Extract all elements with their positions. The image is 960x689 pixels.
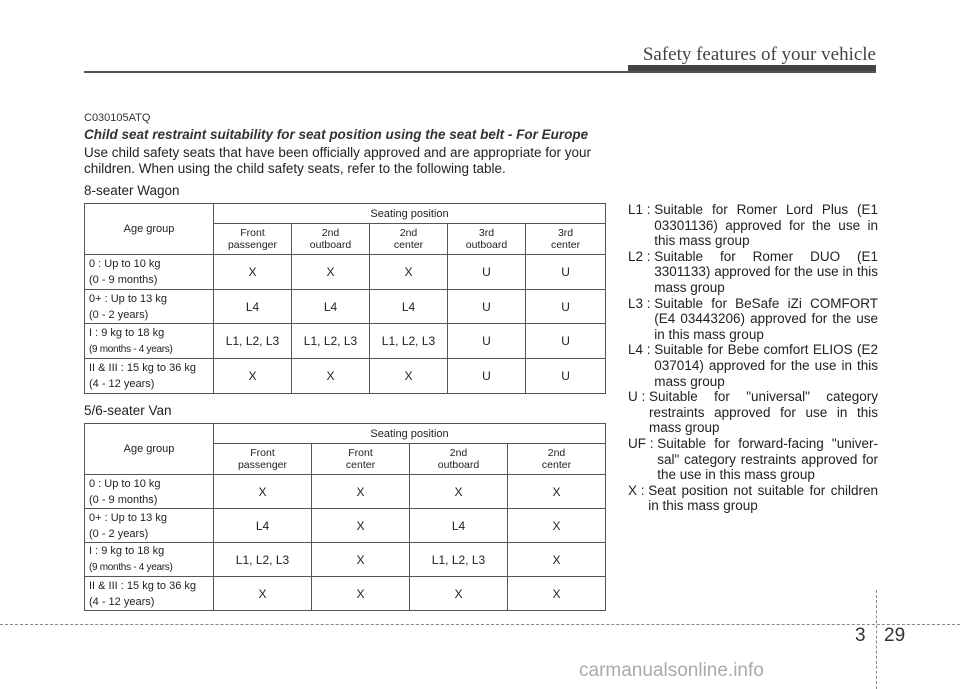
value-cell: U	[448, 324, 526, 359]
age-cell: 0 : Up to 10 kg (0 - 9 months)	[85, 475, 214, 509]
table-row	[85, 475, 606, 509]
legend-text: Suitable for "universal" category restraints approved for use in this mass group	[649, 389, 878, 436]
column-header: 3rd center	[526, 224, 606, 255]
age-cell: 0 : Up to 10 kg (0 - 9 months)	[85, 255, 214, 290]
column-header: Front passenger	[214, 444, 312, 475]
value-cell: X	[508, 509, 606, 543]
legend-item	[628, 202, 878, 249]
table-row	[85, 577, 606, 611]
watermark: carmanualsonline.info	[579, 660, 764, 681]
footer-rule	[0, 624, 960, 625]
value-cell: X	[508, 475, 606, 509]
column-header: 3rd outboard	[448, 224, 526, 255]
legend	[628, 202, 878, 514]
age-cell: 0+ : Up to 13 kg (0 - 2 years)	[85, 509, 214, 543]
value-cell: X	[508, 577, 606, 611]
intro-paragraph: Use child safety seats that have been officially approved and are appropriate for your children. When using the child safety seats, refer to the following table.	[84, 145, 592, 176]
legend-key: U :	[628, 389, 650, 405]
legend-key: L1 :	[628, 202, 655, 217]
value-cell: L4	[214, 509, 312, 543]
value-cell: X	[370, 255, 448, 290]
value-cell: L1, L2, L3	[370, 324, 448, 359]
value-cell: U	[448, 359, 526, 394]
column-header: 2nd outboard	[292, 224, 370, 255]
value-cell: L1, L2, L3	[292, 324, 370, 359]
value-cell: X	[370, 359, 448, 394]
value-cell: X	[312, 577, 410, 611]
legend-key: L2 :	[628, 248, 655, 264]
legend-text: Suitable for Romer DUO (E1 3301133) approved for the use in this mass group	[654, 248, 878, 295]
legend-item	[628, 389, 878, 436]
age-cell: I : 9 kg to 18 kg (9 months - 4 years)	[85, 543, 214, 577]
value-cell: X	[410, 475, 508, 509]
table-row	[85, 290, 606, 324]
van-caption: 5/6-seater Van	[84, 403, 172, 418]
value-cell: X	[292, 359, 370, 394]
legend-text: Suitable for Bebe comfort ELIOS (E2 037014) approved for the use in this mass group	[654, 342, 878, 389]
value-cell: L1, L2, L3	[214, 543, 312, 577]
legend-key: UF :	[628, 435, 658, 451]
legend-text: Suitable for BeSafe iZi COMFORT (E4 03443206) approved for the use in this mass group	[654, 295, 878, 342]
value-cell: L4	[370, 290, 448, 324]
legend-text: Suitable for Romer Lord Plus (E1 03301136) approved for the use in this mass group	[654, 202, 878, 249]
table-row	[85, 543, 606, 577]
seating-position-header: Seating position	[214, 204, 606, 224]
legend-item	[628, 342, 878, 389]
value-cell: X	[508, 543, 606, 577]
value-cell: X	[214, 255, 292, 290]
table-row	[85, 324, 606, 359]
section-code: C030105ATQ	[84, 112, 151, 124]
age-cell: II & III : 15 kg to 36 kg (4 - 12 years)	[85, 577, 214, 611]
age-group-header: Age group	[85, 424, 214, 475]
column-header: 2nd center	[370, 224, 448, 255]
value-cell: X	[214, 577, 312, 611]
value-cell: X	[292, 255, 370, 290]
seating-position-header: Seating position	[214, 424, 606, 444]
value-cell: X	[214, 359, 292, 394]
legend-item	[628, 249, 878, 296]
column-header: Front center	[312, 444, 410, 475]
legend-key: L4 :	[628, 342, 655, 358]
age-cell: I : 9 kg to 18 kg (9 months - 4 years)	[85, 324, 214, 359]
footer-divider	[876, 590, 877, 689]
value-cell: X	[312, 509, 410, 543]
legend-text: Seat position not suitable for children in this mass group	[648, 482, 878, 514]
legend-key: X :	[628, 482, 649, 498]
column-header: 2nd center	[508, 444, 606, 475]
value-cell: L1, L2, L3	[410, 543, 508, 577]
age-cell: 0+ : Up to 13 kg (0 - 2 years)	[85, 290, 214, 324]
header-rule	[84, 71, 876, 73]
wagon-table	[84, 203, 606, 394]
value-cell: L1, L2, L3	[214, 324, 292, 359]
value-cell: X	[214, 475, 312, 509]
section-title: Child seat restraint suitability for seat position using the seat belt - For Europe	[84, 127, 589, 142]
value-cell: X	[312, 475, 410, 509]
wagon-caption: 8-seater Wagon	[84, 183, 180, 198]
value-cell: U	[448, 290, 526, 324]
page-number: 29	[884, 625, 906, 646]
column-header: 2nd outboard	[410, 444, 508, 475]
table-row	[85, 255, 606, 290]
table-row	[85, 359, 606, 394]
column-header: Front passenger	[214, 224, 292, 255]
value-cell: U	[526, 290, 606, 324]
value-cell: L4	[410, 509, 508, 543]
chapter-number: 3	[855, 625, 866, 646]
legend-text: Suitable for forward-facing "univer-sal" category restraints approved for the use in this mass group	[657, 435, 878, 483]
age-group-header: Age group	[85, 204, 214, 255]
van-table	[84, 423, 606, 611]
table-row	[85, 509, 606, 543]
value-cell: U	[448, 255, 526, 290]
value-cell: L4	[292, 290, 370, 324]
legend-item	[628, 296, 878, 343]
value-cell: X	[410, 577, 508, 611]
page-header-title: Safety features of your vehicle	[642, 44, 876, 65]
value-cell: L4	[214, 290, 292, 324]
value-cell: U	[526, 255, 606, 290]
value-cell: U	[526, 324, 606, 359]
legend-key: L3 :	[628, 295, 655, 311]
legend-item	[628, 483, 878, 514]
age-cell: II & III : 15 kg to 36 kg (4 - 12 years)	[85, 359, 214, 394]
value-cell: U	[526, 359, 606, 394]
value-cell: X	[312, 543, 410, 577]
legend-item	[628, 436, 878, 483]
